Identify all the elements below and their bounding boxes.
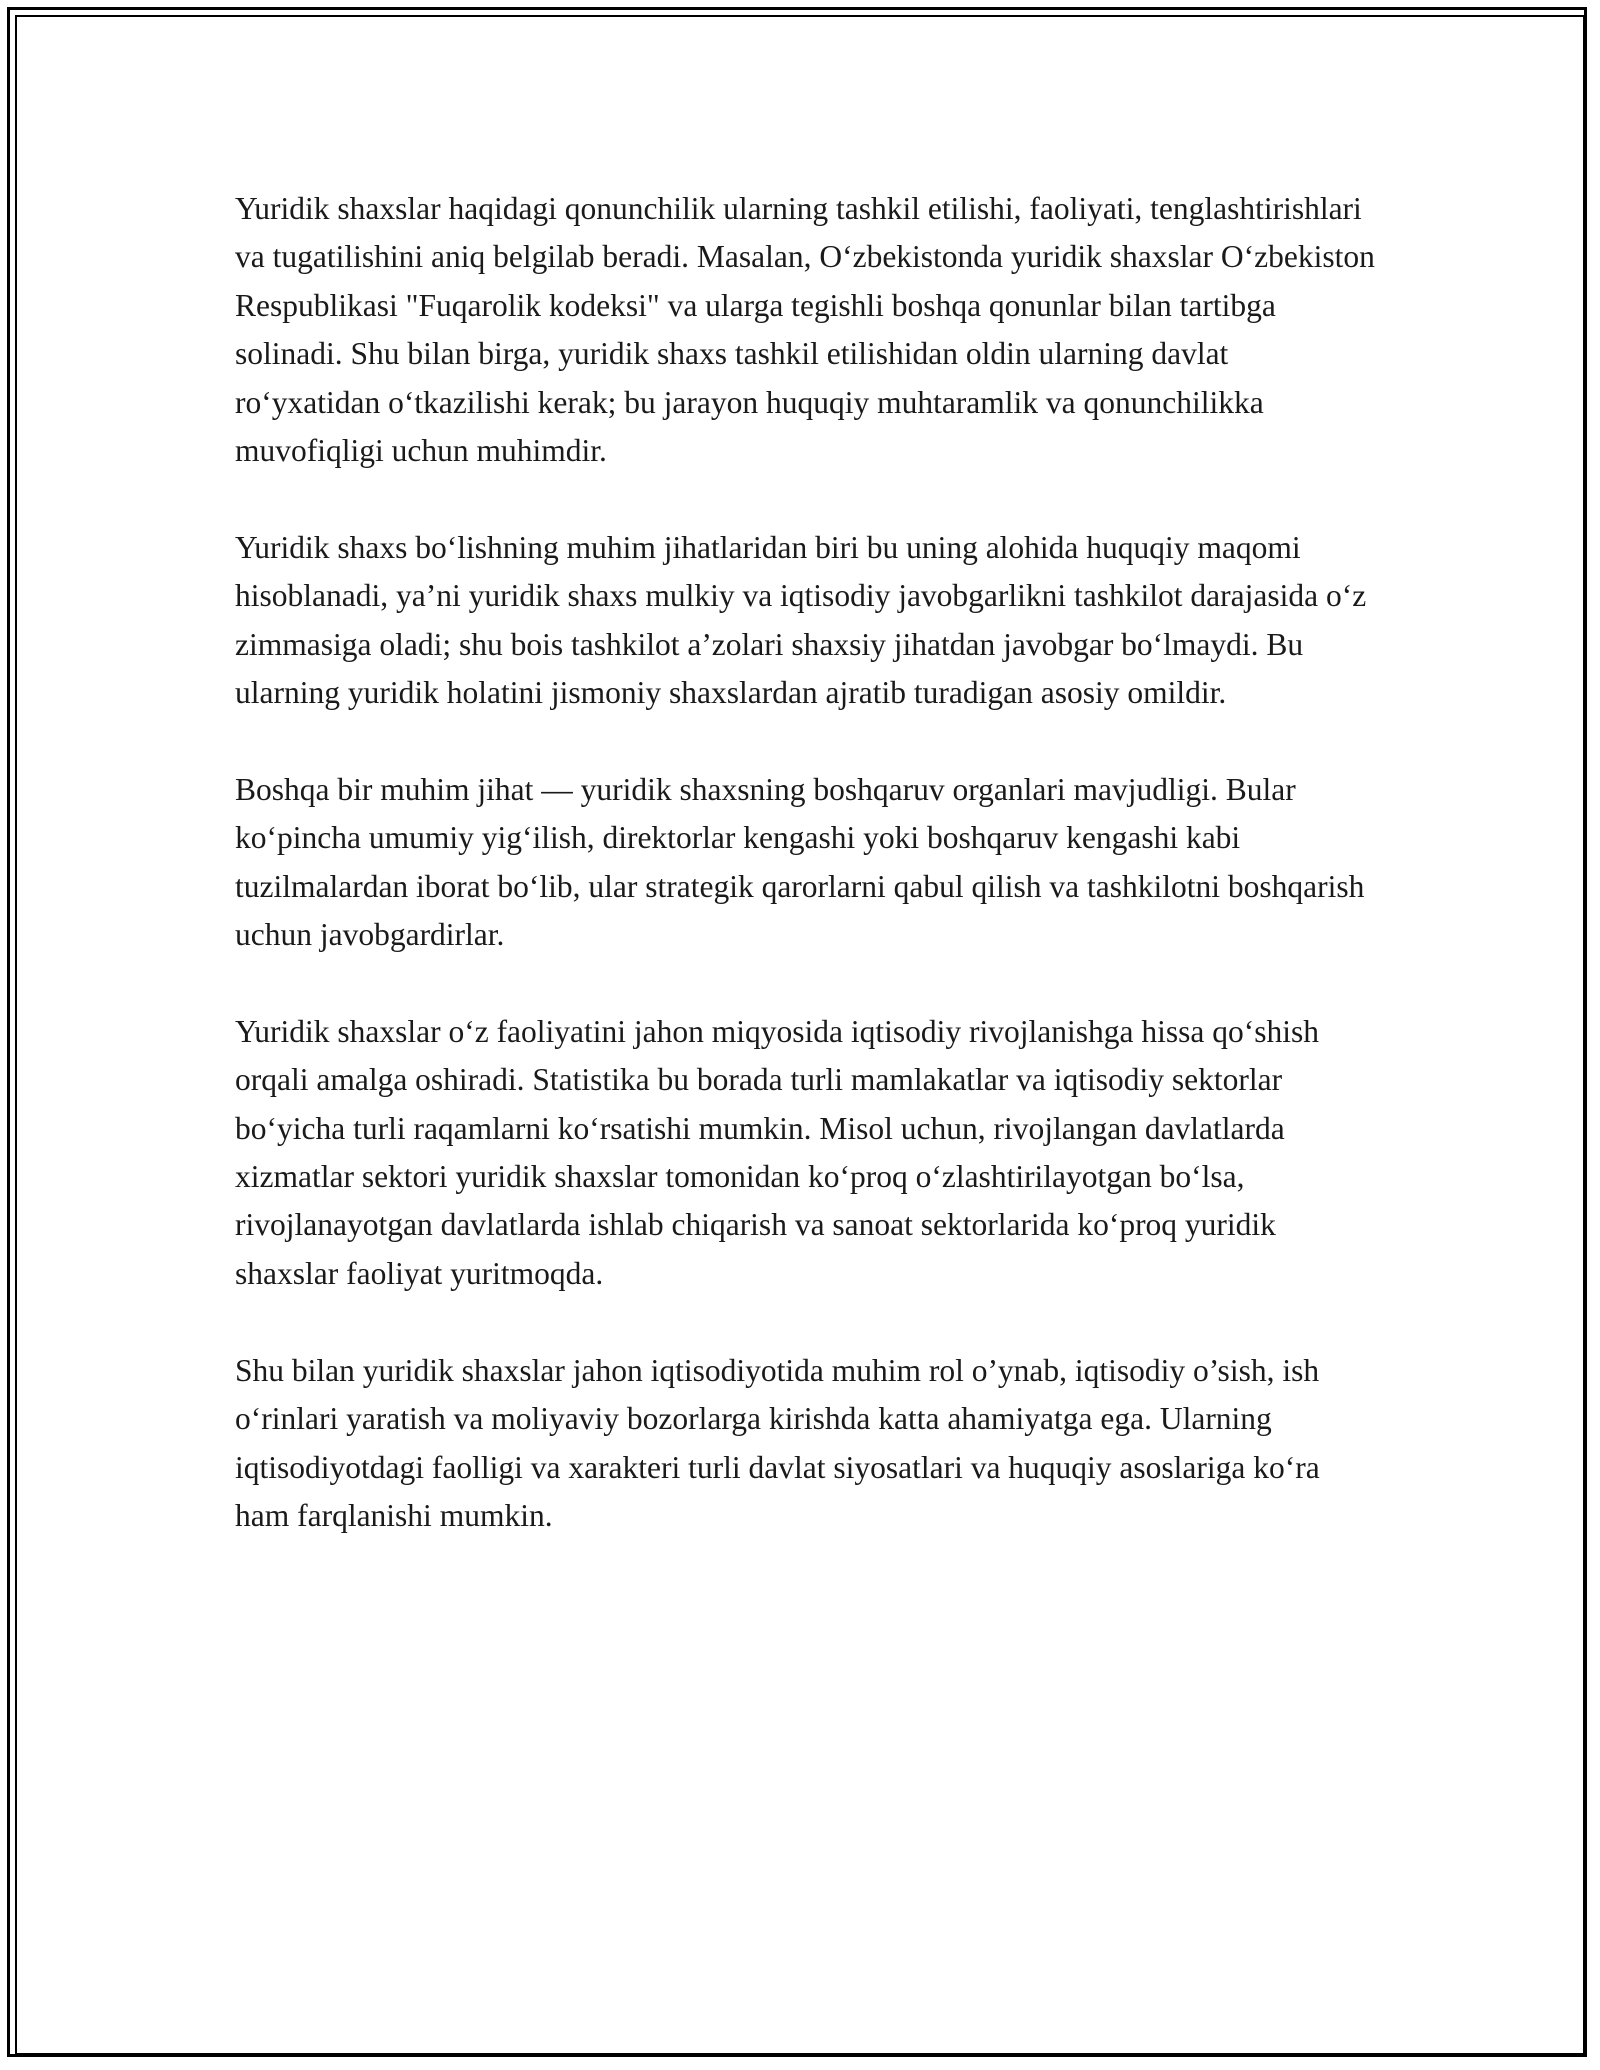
paragraph-conclusion: Shu bilan yuridik shaxslar jahon iqtisodiyotida muhim rol o’ynab, iqtisodiy o’sish, ish o‘rinlari yaratish va moliyaviy bozorlarga kirishda katta ahamiyatga ega. Ularning iqtisodiyotdagi faolligi va xarakteri turli davlat siyosatlari va huquqiy asoslariga ko‘ra ham farqlanishi mumkin.: [235, 1352, 1320, 1533]
paragraph-governance: Boshqa bir muhim jihat — yuridik shaxsning boshqaruv organlari mavjudligi. Bular ko‘pincha umumiy yig‘ilish, direktorlar kengashi yoki boshqaruv kengashi kabi tuzilmalardan iborat bo‘lib, ular strategik qarorlarni qabul qilish va tashkilotni boshqarish uchun javobgardirlar.: [235, 771, 1365, 953]
paragraph-legal-status: Yuridik shaxs bo‘lishning muhim jihatlaridan biri bu uning alohida huquqiy maqomi hisoblanadi, ya’ni yuridik shaxs mulkiy va iqtisodiy javobgarlikni tashkilot darajasida o‘z zimmasiga oladi; shu bois tashkilot a’zolari shaxsiy jihatdan javobgar bo‘lmaydi. Bu ularning yuridik holatini jismoniy shaxslardan ajratib turadigan asosiy omildir.: [235, 529, 1367, 711]
document-body: [235, 185, 1375, 1540]
paragraph-legislation: Yuridik shaxslar haqidagi qonunchilik ularning tashkil etilishi, faoliyati, tenglashtirishlari va tugatilishini aniq belgilab beradi. Masalan, O‘zbekistonda yuridik shaxslar O‘zbekiston Respublikasi "Fuqarolik kodeksi" va ularga tegishli boshqa qonunlar bilan tartibga solinadi. Shu bilan birga, yuridik shaxs tashkil etilishidan oldin ularning davlat ro‘yxatidan o‘tkazilishi kerak; bu jarayon huquqiy muhtaramlik va qonunchilikka muvofiqligi uchun muhimdir.: [235, 191, 1375, 469]
paragraph-economic-role: Yuridik shaxslar o‘z faoliyatini jahon miqyosida iqtisodiy rivojlanishga hissa qo‘shish orqali amalga oshiradi. Statistika bu borada turli mamlakatlar va iqtisodiy sektorlar bo‘yicha turli raqamlarni ko‘rsatishi mumkin. Misol uchun, rivojlangan davlatlarda xizmatlar sektori yuridik shaxslar tomonidan ko‘proq o‘zlashtirilayotgan bo‘lsa, rivojlanayotgan davlatlarda ishlab chiqarish va sanoat sektorlarida ko‘proq yuridik shaxslar faoliyat yuritmoqda.: [235, 1013, 1319, 1291]
